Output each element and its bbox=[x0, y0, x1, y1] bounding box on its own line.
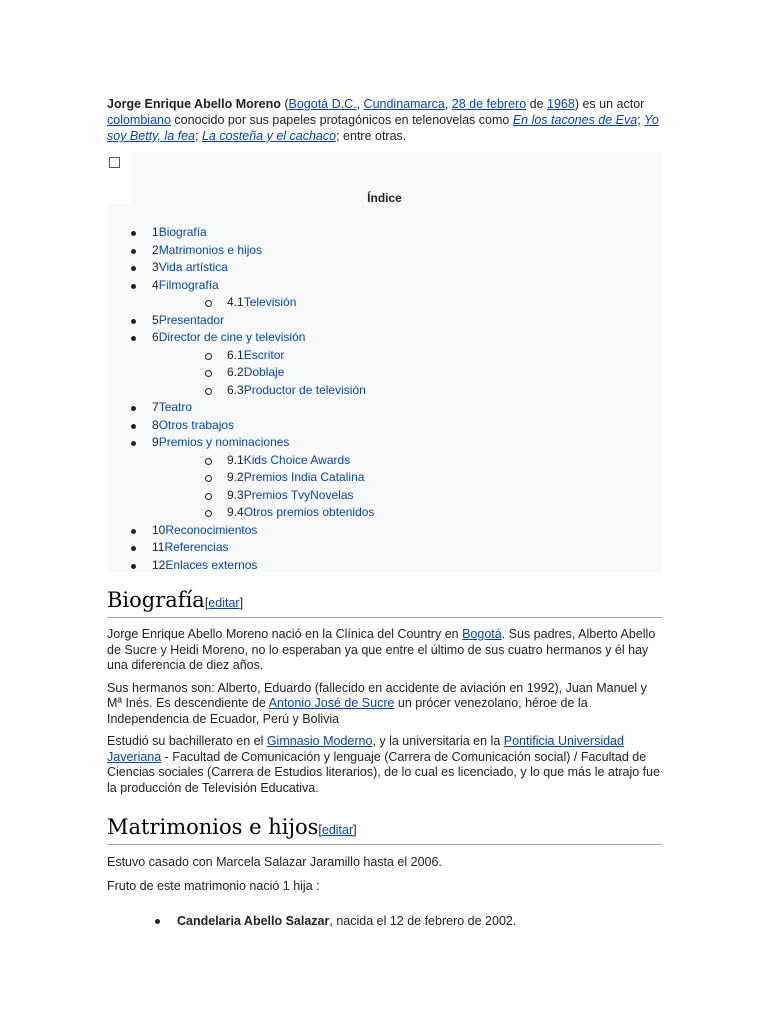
toc-link[interactable]: Televisión bbox=[243, 295, 297, 309]
toc-link[interactable]: Premios y nominaciones bbox=[158, 435, 290, 449]
toc-toggle-checkbox[interactable] bbox=[109, 157, 120, 168]
toc-link[interactable]: Premios TvyNovelas bbox=[243, 487, 354, 502]
edit-section-link bbox=[205, 596, 243, 610]
toc-number: 4 bbox=[152, 277, 159, 292]
edit-bracket: ] bbox=[353, 823, 357, 837]
toc-list bbox=[107, 224, 662, 574]
toc-link[interactable]: Director de cine y televisión bbox=[158, 330, 306, 344]
toc-item bbox=[107, 224, 662, 242]
intro-text: , bbox=[444, 97, 452, 111]
paragraph-text: . Sus padres, Alberto Abello de Sucre y Heidi Moreno, no lo esperaban ya que entre el último de sus cuatro hermanos y él hay una diferencia de diez años. bbox=[107, 627, 656, 672]
toc-item bbox=[107, 522, 662, 540]
toc-subitem bbox=[107, 294, 662, 312]
toc-link[interactable]: Enlaces externos bbox=[165, 557, 258, 572]
link-colombiano[interactable]: colombiano bbox=[107, 113, 171, 127]
link-birth-year[interactable]: 1968 bbox=[547, 97, 575, 111]
biografia-paragraph-2 bbox=[107, 681, 662, 728]
toc-item bbox=[107, 417, 662, 435]
toc-link[interactable]: Kids Choice Awards bbox=[243, 452, 351, 467]
list-item bbox=[107, 913, 662, 929]
toc-link[interactable]: Vida artística bbox=[158, 260, 228, 274]
toc-link[interactable]: Otros premios obtenidos bbox=[243, 505, 375, 519]
matrimonios-paragraph-1: Estuvo casado con Marcela Salazar Jaramillo hasta el 2006. bbox=[107, 855, 442, 869]
intro-text: ; bbox=[637, 113, 645, 127]
toc-number: 2 bbox=[152, 242, 159, 257]
toc-subitem bbox=[107, 382, 662, 400]
toc-number: 1 bbox=[152, 225, 159, 239]
toc-item bbox=[107, 539, 662, 557]
toc-subitem bbox=[107, 364, 662, 382]
toc-number: 11 bbox=[152, 540, 165, 554]
intro-text: conocido por sus papeles protagónicos en telenovelas como bbox=[170, 113, 513, 127]
heading-text: Matrimonios e hijos bbox=[107, 815, 319, 839]
edit-bracket: [ bbox=[318, 823, 322, 837]
link-bogota-dc[interactable]: Bogotá D.C. bbox=[288, 97, 357, 111]
toc-number: 9 bbox=[152, 435, 159, 449]
child-name: Candelaria Abello Salazar bbox=[177, 914, 330, 928]
intro-text: ; entre otras. bbox=[336, 129, 407, 143]
child-detail: , nacida el 12 de febrero de 2002. bbox=[329, 914, 517, 928]
paragraph-text: Jorge Enrique Abello Moreno nació en la Clínica del Country en bbox=[107, 627, 463, 641]
toc-number: 8 bbox=[152, 417, 159, 432]
toc-number: 12 bbox=[152, 557, 166, 572]
toc-link[interactable]: Reconocimientos bbox=[165, 522, 258, 537]
link-birth-date[interactable]: 28 de febrero bbox=[451, 97, 527, 111]
toc-subitem bbox=[107, 347, 662, 365]
edit-link[interactable]: editar bbox=[208, 596, 240, 610]
biografia-paragraph-3 bbox=[107, 734, 662, 796]
toc-number: 6.3 bbox=[227, 382, 244, 397]
toc-number: 9.3 bbox=[227, 487, 244, 502]
toc-link[interactable]: Premios India Catalina bbox=[243, 470, 365, 484]
toc-link[interactable]: Productor de televisión bbox=[243, 382, 366, 397]
subject-name: Jorge Enrique Abello Moreno bbox=[107, 97, 281, 111]
article bbox=[107, 96, 662, 929]
toc-link[interactable]: Teatro bbox=[158, 400, 193, 414]
toc-number: 4.1 bbox=[227, 295, 244, 309]
table-of-contents bbox=[107, 152, 662, 572]
paragraph-text: - Facultad de Comunicación y lenguaje (Carrera de Comunicación social) / Facultad de Ciencias sociales (Carrera de Estudios literarios), de lo cual es licenciado, y lo que más le atrajo fue la producción de Televisión Educativa. bbox=[107, 749, 661, 795]
toc-link[interactable]: Escritor bbox=[243, 347, 285, 362]
link-cundinamarca[interactable]: Cundinamarca bbox=[363, 97, 445, 111]
toc-item bbox=[107, 329, 662, 347]
toc-number: 5 bbox=[152, 312, 159, 327]
toc-item bbox=[107, 259, 662, 277]
link-gimnasio-moderno[interactable]: Gimnasio Moderno bbox=[266, 734, 373, 748]
section-heading-biografia bbox=[107, 587, 662, 618]
toc-subitem bbox=[107, 469, 662, 487]
toc-subitem bbox=[107, 452, 662, 470]
toc-title: Índice bbox=[367, 191, 402, 205]
toc-link[interactable]: Referencias bbox=[164, 540, 229, 554]
paragraph-text: un prócer venezolano, héroe de la Independencia de Ecuador, Perú y Bolivia bbox=[107, 696, 588, 726]
toc-number: 6 bbox=[152, 330, 159, 344]
link-antonio-jose-de-sucre[interactable]: Antonio José de Sucre bbox=[268, 696, 395, 710]
children-list bbox=[107, 913, 662, 929]
toc-number: 9.4 bbox=[227, 505, 244, 519]
intro-text: , bbox=[356, 97, 364, 111]
toc-item bbox=[107, 312, 662, 330]
paragraph-text: , y la universitaria en la bbox=[372, 734, 504, 748]
intro-text: ; bbox=[195, 129, 202, 143]
paragraph-text: Sus hermanos son: Alberto, Eduardo (fallecido en accidente de aviación en 1992), Juan Manuel y Mª Inés. Es descendiente de bbox=[107, 680, 647, 710]
toc-number: 9.1 bbox=[227, 452, 244, 467]
link-bogota[interactable]: Bogotá bbox=[462, 627, 502, 641]
edit-section-link bbox=[318, 823, 356, 837]
toc-number: 6.2 bbox=[227, 365, 244, 379]
toc-item bbox=[107, 277, 662, 295]
toc-number: 10 bbox=[152, 522, 166, 537]
intro-text: de bbox=[526, 97, 548, 111]
toc-item bbox=[107, 399, 662, 417]
intro-text: ( bbox=[280, 97, 289, 111]
link-show-betty-la-fea[interactable]: Yo soy Betty, la fea bbox=[107, 113, 659, 143]
toc-link[interactable]: Doblaje bbox=[243, 365, 285, 379]
toc-link[interactable]: Biografía bbox=[158, 225, 207, 239]
edit-bracket: [ bbox=[204, 596, 209, 610]
section-heading-matrimonios bbox=[107, 814, 662, 845]
intro-paragraph bbox=[107, 96, 662, 144]
toc-number: 6.1 bbox=[227, 347, 244, 362]
edit-bracket: ] bbox=[239, 596, 244, 610]
matrimonios-paragraph-2: Fruto de este matrimonio nació 1 hija : bbox=[107, 878, 320, 893]
edit-link[interactable]: editar bbox=[321, 823, 354, 837]
link-show-costena-cachaco[interactable]: La costeña y el cachaco bbox=[201, 129, 337, 143]
toc-item bbox=[107, 557, 662, 575]
toc-link[interactable]: Presentador bbox=[158, 312, 225, 327]
link-pontificia-universidad-javeriana[interactable]: Pontificia Universidad Javeriana bbox=[107, 734, 624, 764]
biografia-paragraph-1 bbox=[107, 627, 662, 674]
toc-link[interactable]: Matrimonios e hijos bbox=[158, 242, 263, 257]
paragraph-text: Estudió su bachillerato en el bbox=[107, 734, 267, 748]
toc-number: 7 bbox=[152, 400, 159, 414]
toc-number: 9.2 bbox=[227, 470, 244, 484]
intro-text: ) es un actor bbox=[574, 97, 645, 111]
toc-subitem bbox=[107, 487, 662, 505]
link-show-tacones-eva[interactable]: En los tacones de Eva bbox=[512, 113, 638, 127]
toc-link[interactable]: Filmografía bbox=[158, 277, 219, 292]
toc-link[interactable]: Otros trabajos bbox=[158, 417, 235, 432]
toc-item bbox=[107, 242, 662, 260]
toc-item bbox=[107, 434, 662, 452]
toc-number: 3 bbox=[152, 260, 159, 274]
heading-text: Biografía bbox=[107, 588, 205, 612]
toc-subitem bbox=[107, 504, 662, 522]
